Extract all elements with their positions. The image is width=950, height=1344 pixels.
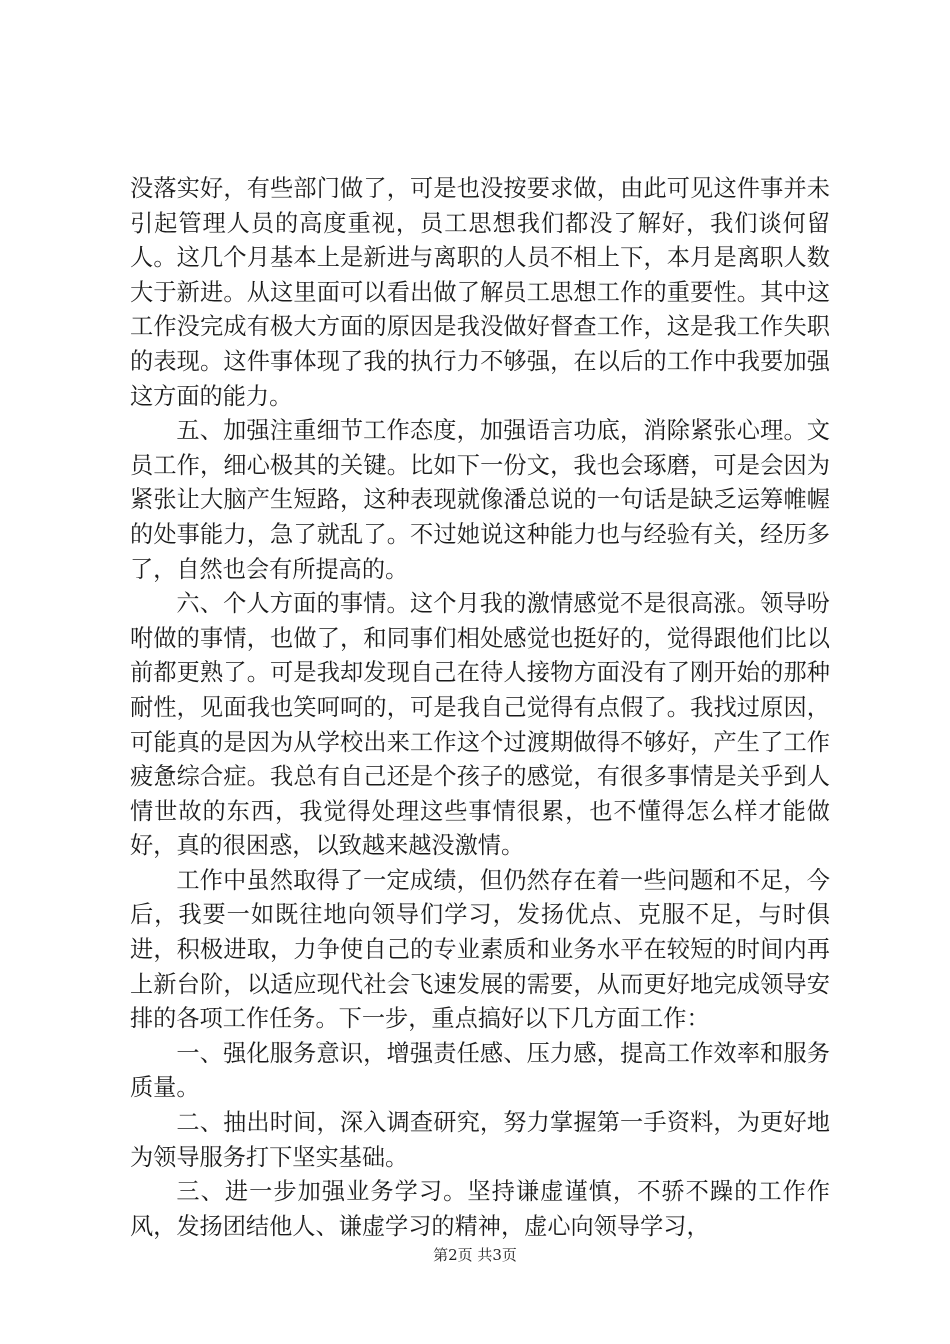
document-body — [130, 172, 830, 1244]
paragraph-plan-one: 一、强化服务意识，增强责任感、压力感，提高工作效率和服务质量。 — [130, 1039, 830, 1102]
paragraph-item-six: 六、个人方面的事情。这个月我的激情感觉不是很高涨。领导吩咐做的事情，也做了，和同事们相处感觉也挺好的，觉得跟他们比以前都更熟了。可是我却发现自己在待人接物方面没有了刚开始的那种耐性，见面我也笑呵呵的，可是我自己觉得有点假了。我找过原因，可能真的是因为从学校出来工作这个过渡期做得不够好，产生了工作疲惫综合症。我总有自己还是个孩子的感觉，有很多事情是关乎到人情世故的东西，我觉得处理这些事情很累，也不懂得怎么样才能做好，真的很困惑，以致越来越没激情。 — [130, 590, 830, 860]
paragraph-continuation: 没落实好，有些部门做了，可是也没按要求做，由此可见这件事并未引起管理人员的高度重视，员工思想我们都没了解好，我们谈何留人。这几个月基本上是新进与离职的人员不相上下，本月是离职人数大于新进。从这里面可以看出做了解员工思想工作的重要性。其中这工作没完成有极大方面的原因是我没做好督查工作，这是我工作失职的表现。这件事体现了我的执行力不够强，在以后的工作中我要加强这方面的能力。 — [130, 175, 830, 410]
paragraph-summary: 工作中虽然取得了一定成绩，但仍然存在着一些问题和不足，今后，我要一如既往地向领导们学习，发扬优点、克服不足，与时俱进，积极进取，力争使自己的专业素质和业务水平在较短的时间内再上新台阶，以适应现代社会飞速发展的需要，从而更好地完成领导安排的各项工作任务。下一步，重点搞好以下几方面工作： — [130, 866, 830, 1033]
paragraph-plan-two: 二、抽出时间，深入调查研究，努力掌握第一手资料，为更好地为领导服务打下坚实基础。 — [130, 1109, 830, 1171]
paragraph-plan-three: 三、进一步加强业务学习。坚持谦虚谨慎，不骄不躁的工作作风，发扬团结他人、谦虚学习的精神，虚心向领导学习， — [130, 1178, 830, 1240]
page-number-label: 第2页 共3页 — [433, 1246, 517, 1264]
page-footer — [0, 1244, 950, 1265]
paragraph-item-five: 五、加强注重细节工作态度，加强语言功底，消除紧张心理。文员工作，细心极其的关键。比如下一份文，我也会琢磨，可是会因为紧张让大脑产生短路，这种表现就像潘总说的一句话是缺乏运筹帷幄的处事能力，急了就乱了。不过她说这种能力也与经验有关，经历多了，自然也会有所提高的。 — [130, 417, 830, 583]
